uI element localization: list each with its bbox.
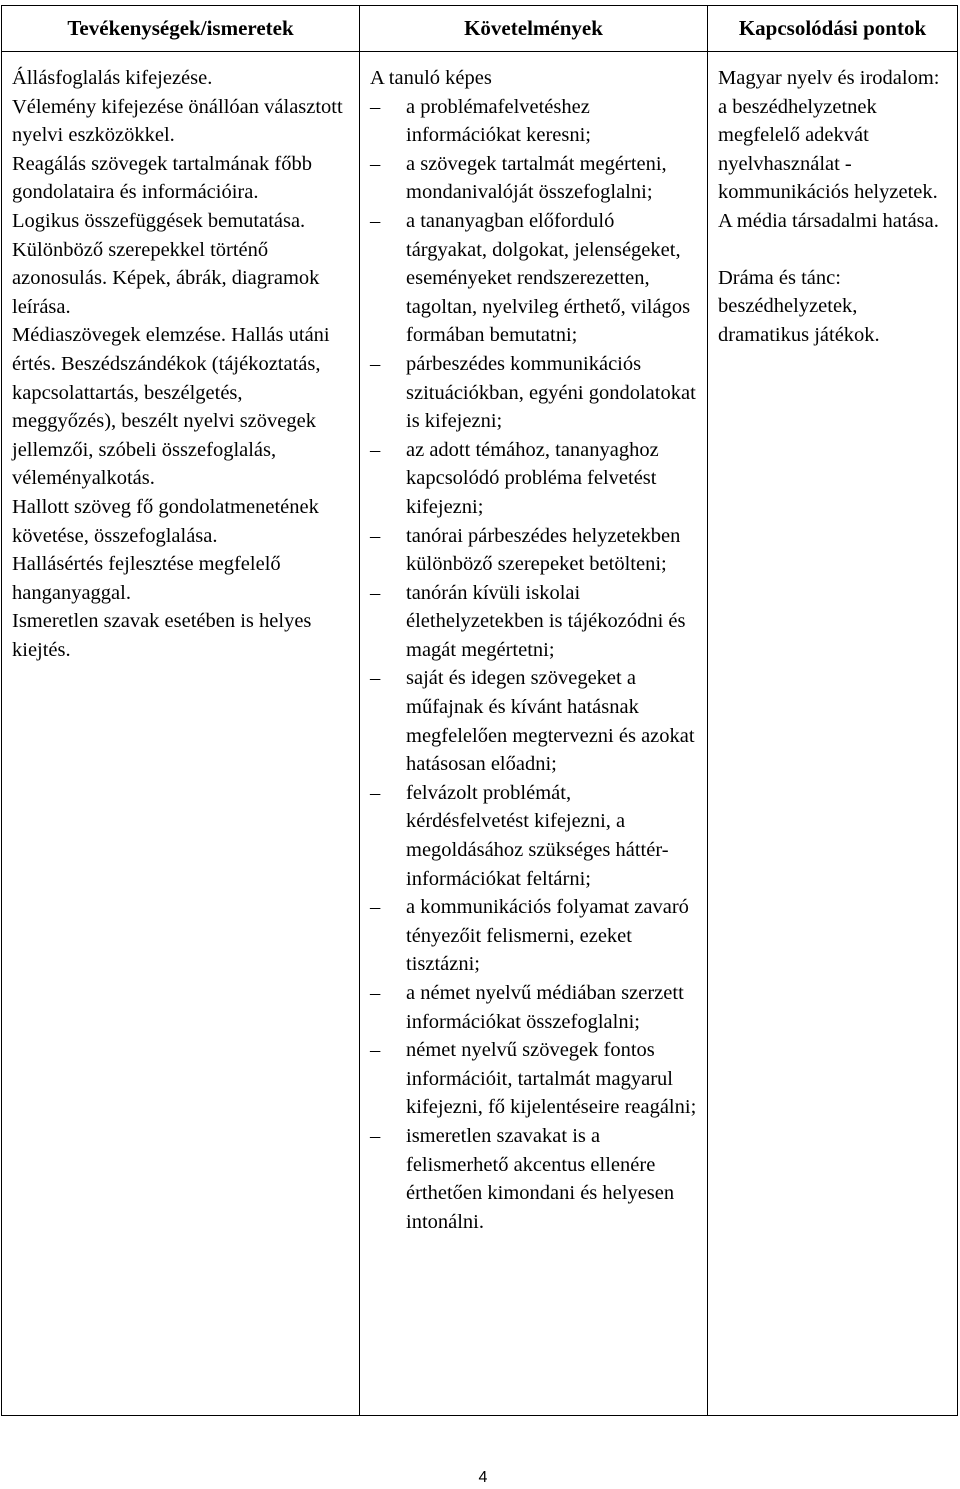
header-connections: Kapcsolódási pontok xyxy=(708,6,958,52)
dash-bullet: – xyxy=(370,667,381,690)
requirements-cell xyxy=(360,52,708,1416)
activity-line: Logikus összefüggések bemutatása. xyxy=(12,209,306,232)
connection-paragraph: Magyar nyelv és irodalom: a beszédhelyzetnek megfelelő adekvát nyelvhasználat - kommunikációs helyzetek. A média társadalmi hatása. xyxy=(718,67,940,232)
requirement-item xyxy=(370,93,699,150)
activity-line: Ismeretlen szavak esetében is helyes kiejtés. xyxy=(12,610,312,661)
dash-bullet: – xyxy=(370,524,381,547)
requirement-item xyxy=(370,779,699,893)
dash-bullet: – xyxy=(370,896,381,919)
content-row xyxy=(2,52,958,1416)
requirement-item xyxy=(370,150,699,207)
requirement-item xyxy=(370,436,699,522)
dash-bullet: – xyxy=(370,781,381,804)
header-activities: Tevékenységek/ismeretek xyxy=(2,6,360,52)
requirement-item xyxy=(370,979,699,1036)
paragraph-gap xyxy=(718,236,949,264)
dash-bullet: – xyxy=(370,438,381,461)
requirement-text: német nyelvű szövegek fontos információit, tartalmát magyarul kifejezni, fő kijelentéseire reagálni; xyxy=(406,1039,697,1119)
dash-bullet: – xyxy=(370,982,381,1004)
connection-paragraph: Dráma és tánc: beszédhelyzetek, dramatikus játékok. xyxy=(718,266,880,346)
requirement-item xyxy=(370,893,699,979)
requirement-item xyxy=(370,350,699,436)
requirement-text: felvázolt problémát, kérdésfelvetést kifejezni, a megoldásához szükséges háttér-információkat feltárni; xyxy=(406,781,669,890)
page-number: 4 xyxy=(478,1469,488,1486)
dash-bullet: – xyxy=(370,152,381,175)
activity-line: Hallásértés fejlesztése megfelelő hanganyaggal. xyxy=(12,553,281,604)
dash-bullet: – xyxy=(370,95,381,118)
requirement-item xyxy=(370,1036,699,1122)
dash-bullet: – xyxy=(370,1039,381,1062)
activity-line: Állásfoglalás kifejezése. xyxy=(12,67,213,89)
connections-cell xyxy=(708,52,958,1416)
requirement-item xyxy=(370,1122,699,1236)
dash-bullet: – xyxy=(370,581,381,604)
dash-bullet: – xyxy=(370,209,381,232)
requirement-text: a problémafelvetéshez információkat keresni; xyxy=(406,95,592,147)
activity-line: Vélemény kifejezése önállóan választott nyelvi eszközökkel. xyxy=(12,95,343,147)
dash-bullet: – xyxy=(370,1124,381,1147)
requirements-list xyxy=(370,93,699,1237)
requirements-intro: A tanuló képes xyxy=(370,67,492,89)
activity-line: Médiaszövegek elemzése. Hallás utáni értés. Beszédszándékok (tájékoztatás, kapcsolattartás, beszélgetés, meggyőzés), beszélt nyelvi szövegek jellemzői, szóbeli összefoglalás, véleményalkotás. xyxy=(12,324,330,490)
requirement-item xyxy=(370,579,699,665)
requirement-text: tanórán kívüli iskolai élethelyzetekben is tájékozódni és magát megértetni; xyxy=(406,581,686,661)
activities-cell xyxy=(2,52,360,1416)
requirement-item xyxy=(370,664,699,778)
requirement-text: a német nyelvű médiában szerzett információkat összefoglalni; xyxy=(406,982,684,1033)
requirement-text: tanórai párbeszédes helyzetekben különböző szerepeket betölteni; xyxy=(406,524,681,576)
dash-bullet: – xyxy=(370,352,381,375)
requirement-text: ismeretlen szavakat is a felismerhető akcentus ellenére érthetően kimondani és helyesen intonálni. xyxy=(406,1124,675,1233)
requirement-text: a tananyagban előforduló tárgyakat, dolgokat, jelenségeket, eseményeket rendszerezetten, tagoltan, nyelvileg érthető, világos formában bemutatni; xyxy=(406,209,691,347)
requirement-text: az adott témához, tananyaghoz kapcsolódó probléma felvetést kifejezni; xyxy=(406,438,659,518)
header-row xyxy=(2,6,958,52)
activity-line: Hallott szöveg fő gondolatmenetének követése, összefoglalása. xyxy=(12,495,319,547)
requirement-item xyxy=(370,522,699,579)
requirement-text: a kommunikációs folyamat zavaró tényezőit felismerni, ezeket tisztázni; xyxy=(406,896,689,976)
activity-line: Reagálás szövegek tartalmának főbb gondolataira és információira. xyxy=(12,152,312,204)
requirement-text: párbeszédes kommunikációs szituációkban, egyéni gondolatokat is kifejezni; xyxy=(406,352,696,433)
header-requirements: Követelmények xyxy=(360,6,708,52)
activity-line: Különböző szerepekkel történő azonosulás. Képek, ábrák, diagramok leírása. xyxy=(12,238,320,318)
requirement-text: a szövegek tartalmát megérteni, mondanivalóját összefoglalni; xyxy=(406,152,667,204)
requirement-text: saját és idegen szövegeket a műfajnak és kívánt hatásnak megfelelően megtervezni és azokat hatásosan előadni; xyxy=(406,667,695,776)
curriculum-table xyxy=(1,5,958,1416)
requirement-item xyxy=(370,207,699,350)
